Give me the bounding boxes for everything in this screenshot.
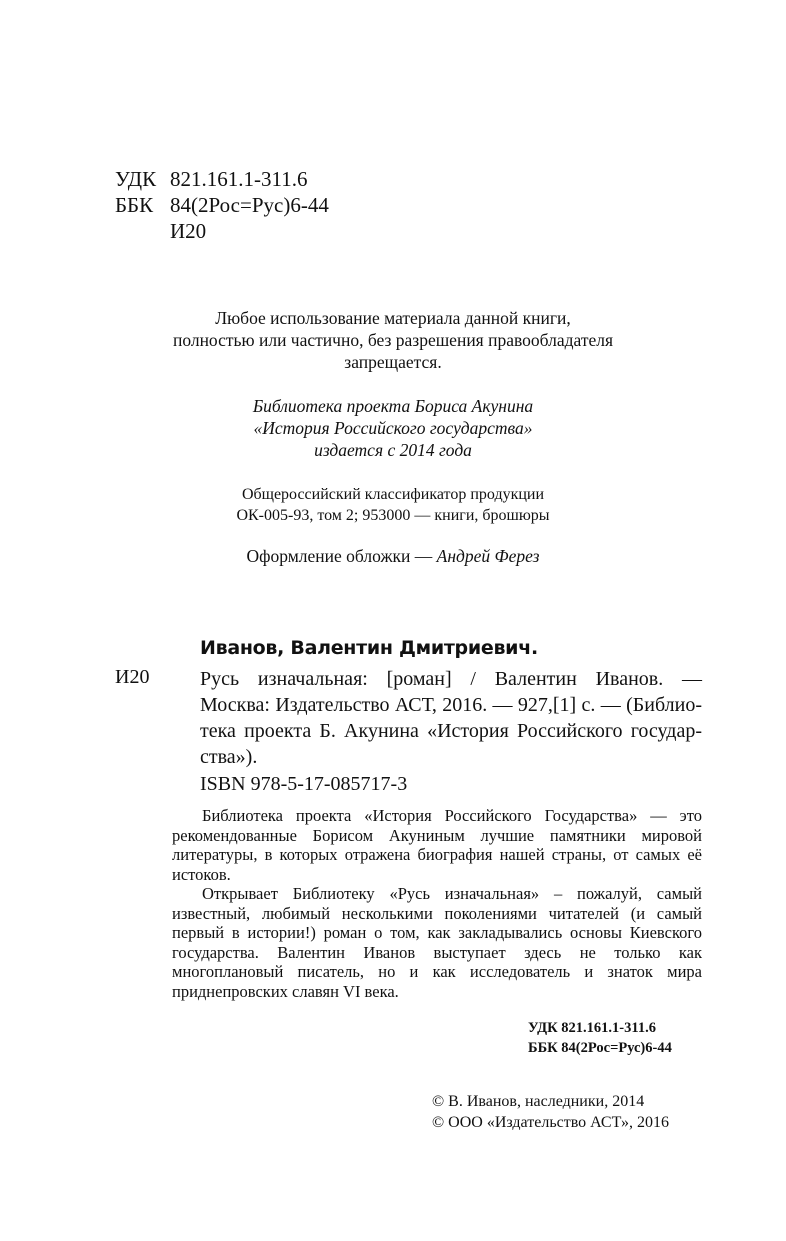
notice-line: Любое использование материала данной книги,	[215, 308, 571, 328]
annotation-paragraph: Открывает Библиотеку «Русь изначальная» – пожалуй, самый известный, любимый несколькими поколениями читателей (и самый первый в истории!) роман о том, как закладывались основы Киевского государства. Валентин Иванов выступает здесь не только как многоплановый писатель, но и как исследователь и знаток мира приднепровских славян VI века.	[172, 884, 702, 1001]
bib-line: тека проекта Б. Акунина «История Российского государ-	[200, 720, 702, 742]
okp-line: Общероссийский классификатор продукции	[241, 486, 545, 503]
notice-line: полностью или частично, без разрешения правообладателя	[172, 330, 614, 350]
bbk-bold: ББК 84(2Рос=Рус)6-44	[528, 1040, 672, 1056]
cover-designer-name: Андрей Ферез	[436, 546, 540, 566]
udk-bold: УДК 821.161.1-311.6	[528, 1020, 656, 1036]
author-sign: И20	[170, 219, 207, 243]
bib-line: Москва: Издательство АСТ, 2016. — 927,[1] с. — (Библио-	[200, 694, 702, 716]
library-line: Библиотека проекта Бориса Акунина	[252, 396, 534, 416]
entry-author-sign: И20	[115, 666, 150, 688]
udk-value: 821.161.1-311.6	[170, 167, 308, 191]
cover-label: Оформление обложки —	[246, 546, 437, 566]
bib-line: Русь изначальная: [роман] / Валентин Иванов. —	[200, 668, 702, 690]
bbk-row	[115, 192, 329, 218]
bib-line: ства»).	[200, 746, 258, 768]
copyright-line: © ООО «Издательство АСТ», 2016	[432, 1114, 669, 1131]
library-line: издается с 2014 года	[314, 440, 472, 460]
copyright-block	[432, 1091, 669, 1133]
copyright-line: © В. Иванов, наследники, 2014	[432, 1093, 645, 1110]
library-series-note	[0, 395, 786, 461]
copyright-notice	[0, 307, 786, 373]
bbk-label: ББК	[115, 193, 154, 217]
annotation	[172, 806, 702, 1001]
bibliographic-description	[200, 666, 702, 770]
bbk-value: 84(2Рос=Рус)6-44	[170, 193, 329, 217]
library-line: «История Российского государства»	[253, 418, 533, 438]
classification-codes-bold	[528, 1018, 672, 1058]
cover-design-credit	[0, 545, 786, 567]
annotation-paragraph: Библиотека проекта «История Российского Государства» — это рекомендованные Борисом Акуниным лучшие памятники мировой литературы, в которых отражена биография нашей страны, от самых её истоков.	[172, 806, 702, 884]
author-heading: Иванов, Валентин Дмитриевич.	[200, 637, 538, 659]
udk-row	[115, 166, 329, 192]
isbn: ISBN 978-5-17-085717-3	[200, 773, 408, 795]
classification-codes	[115, 166, 329, 244]
udk-label: УДК	[115, 167, 157, 191]
notice-line: запрещается.	[344, 352, 442, 372]
author-sign-row	[115, 218, 329, 244]
okp-line: ОК-005-93, том 2; 953000 — книги, брошюры	[236, 507, 550, 524]
product-classifier	[0, 484, 786, 526]
